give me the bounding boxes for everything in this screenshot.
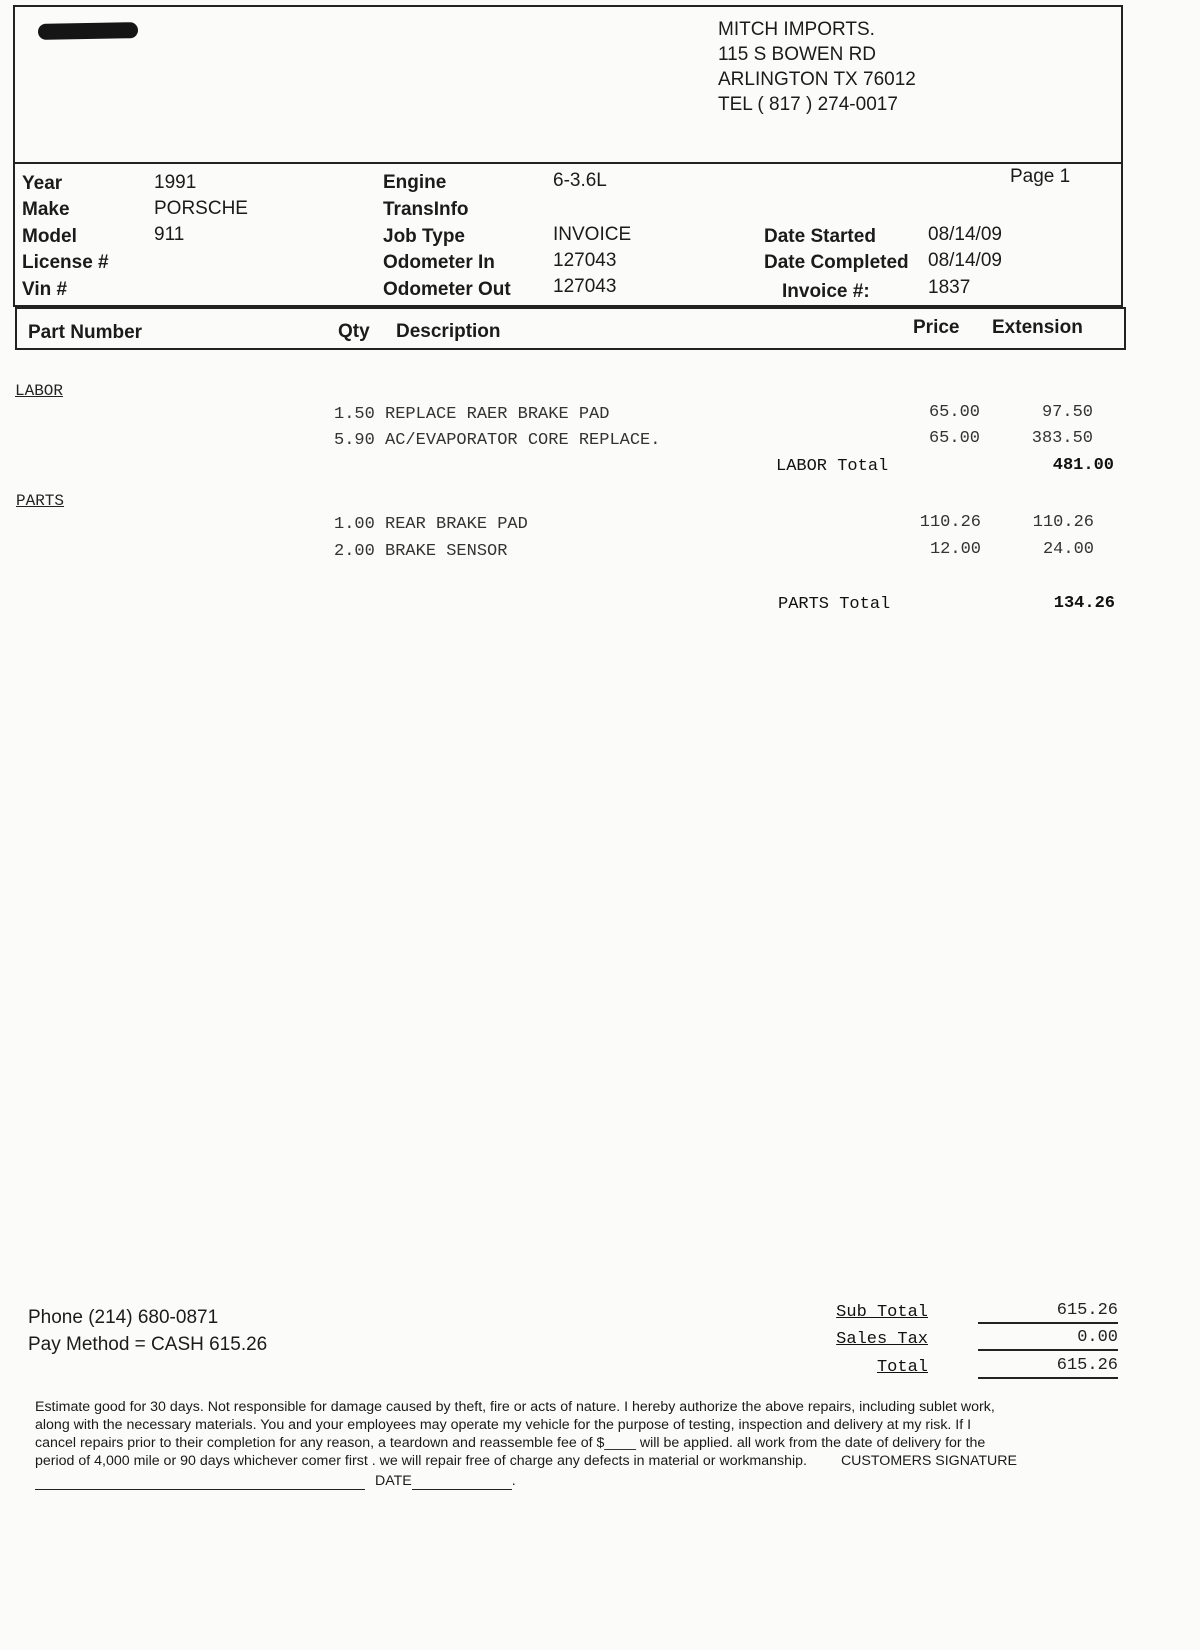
date-line bbox=[412, 1475, 512, 1490]
date-started-label: Date Started bbox=[764, 226, 876, 247]
labor-section-title: LABOR bbox=[15, 382, 64, 400]
subtotal-value: 615.26 bbox=[978, 1301, 1118, 1324]
sales-tax-label: Sales Tax bbox=[836, 1330, 928, 1349]
signature-row: DATE . bbox=[35, 1472, 1135, 1490]
labor-line-1 bbox=[334, 405, 609, 424]
parts-section-title: PARTS bbox=[16, 492, 65, 510]
customer-phone: Phone (214) 680-0871 bbox=[28, 1307, 219, 1328]
invoice-number-label: Invoice #: bbox=[782, 281, 870, 302]
parts-line-1 bbox=[334, 515, 528, 534]
line-description: REPLACE RAER BRAKE PAD bbox=[385, 405, 610, 424]
year-value: 1991 bbox=[154, 172, 197, 193]
line-price: 65.00 bbox=[928, 429, 980, 448]
header-box bbox=[13, 5, 1123, 163]
model-label: Model bbox=[22, 226, 77, 247]
labor-total-value: 481.00 bbox=[1052, 456, 1114, 475]
shop-name: MITCH IMPORTS. bbox=[718, 19, 875, 40]
grand-total-value: 615.26 bbox=[978, 1356, 1118, 1379]
year-label: Year bbox=[22, 173, 63, 194]
page-number: Page 1 bbox=[1010, 166, 1071, 187]
terms-line-3: cancel repairs prior to their completion for any reason, a teardown and reassemble fee of $____ will be applied. all work from the date of delivery for the bbox=[35, 1435, 986, 1451]
line-extension: 383.50 bbox=[1031, 429, 1093, 448]
engine-label: Engine bbox=[383, 172, 447, 193]
line-qty: 1.50 bbox=[334, 405, 375, 424]
line-price: 12.00 bbox=[929, 540, 981, 559]
shop-address-block bbox=[718, 17, 916, 117]
parts-line-2 bbox=[334, 542, 507, 561]
labor-total-label: LABOR Total bbox=[776, 457, 889, 476]
line-price: 110.26 bbox=[919, 513, 981, 532]
terms-line-4-text: period of 4,000 mile or 90 days whichever comer first . we will repair free of charge any defects in material or workmanship. bbox=[35, 1453, 807, 1469]
line-price: 65.00 bbox=[928, 403, 980, 422]
make-value: PORSCHE bbox=[154, 198, 248, 219]
line-extension: 24.00 bbox=[1042, 540, 1094, 559]
col-extension: Extension bbox=[992, 317, 1083, 338]
line-qty: 2.00 bbox=[334, 542, 375, 561]
shop-telephone: TEL ( 817 ) 274-0017 bbox=[718, 94, 898, 115]
date-completed-value: 08/14/09 bbox=[928, 250, 1002, 271]
invoice-number-value: 1837 bbox=[928, 277, 971, 298]
terms-line-1: Estimate good for 30 days. Not responsible for damage caused by theft, fire or acts of nature. I hereby authorize the above repairs, including sublet work, bbox=[35, 1399, 995, 1415]
line-extension: 110.26 bbox=[1032, 513, 1094, 532]
odometer-in-label: Odometer In bbox=[383, 252, 495, 273]
terms-paragraph bbox=[35, 1398, 1135, 1490]
signature-line bbox=[35, 1475, 365, 1490]
odometer-out-label: Odometer Out bbox=[383, 279, 511, 300]
col-price: Price bbox=[913, 317, 960, 338]
odometer-out-value: 127043 bbox=[553, 276, 617, 297]
odometer-in-value: 127043 bbox=[553, 250, 617, 271]
col-description: Description bbox=[396, 321, 501, 342]
customer-signature-label: CUSTOMERS SIGNATURE bbox=[840, 1453, 1017, 1469]
sales-tax-value: 0.00 bbox=[978, 1328, 1118, 1351]
date-started-value: 08/14/09 bbox=[928, 224, 1002, 245]
line-qty: 1.00 bbox=[334, 515, 375, 534]
labor-line-2 bbox=[334, 431, 660, 450]
line-extension: 97.50 bbox=[1041, 403, 1093, 422]
shop-address-line-1: 115 S BOWEN RD bbox=[718, 44, 877, 65]
line-description: AC/EVAPORATOR CORE REPLACE. bbox=[385, 431, 661, 450]
parts-total-value: 134.26 bbox=[1053, 594, 1115, 613]
date-completed-label: Date Completed bbox=[764, 252, 909, 273]
job-type-label: Job Type bbox=[383, 226, 465, 247]
col-qty: Qty bbox=[338, 321, 370, 342]
terms-line-2: along with the necessary materials. You and your employees may operate my vehicle for the purpose of testing, inspection and delivery at my risk. If I bbox=[35, 1417, 972, 1433]
date-label: DATE bbox=[374, 1473, 412, 1489]
transinfo-label: TransInfo bbox=[383, 199, 469, 220]
subtotal-label: Sub Total bbox=[836, 1303, 928, 1322]
license-label: License # bbox=[22, 252, 109, 273]
vin-label: Vin # bbox=[22, 279, 68, 300]
job-type-value: INVOICE bbox=[553, 224, 632, 245]
model-value: 911 bbox=[154, 224, 185, 245]
terms-line-4 bbox=[35, 1452, 1135, 1470]
shop-address-line-2: ARLINGTON TX 76012 bbox=[718, 69, 916, 90]
parts-total-label: PARTS Total bbox=[778, 595, 891, 614]
line-qty: 5.90 bbox=[334, 431, 375, 450]
line-description: BRAKE SENSOR bbox=[385, 542, 508, 561]
make-label: Make bbox=[22, 199, 70, 220]
redaction-mark bbox=[38, 22, 138, 40]
line-description: REAR BRAKE PAD bbox=[385, 515, 528, 534]
engine-value: 6-3.6L bbox=[553, 170, 607, 191]
grand-total-label: Total bbox=[876, 1358, 928, 1377]
pay-method: Pay Method = CASH 615.26 bbox=[28, 1334, 268, 1355]
col-part-number: Part Number bbox=[28, 322, 143, 343]
